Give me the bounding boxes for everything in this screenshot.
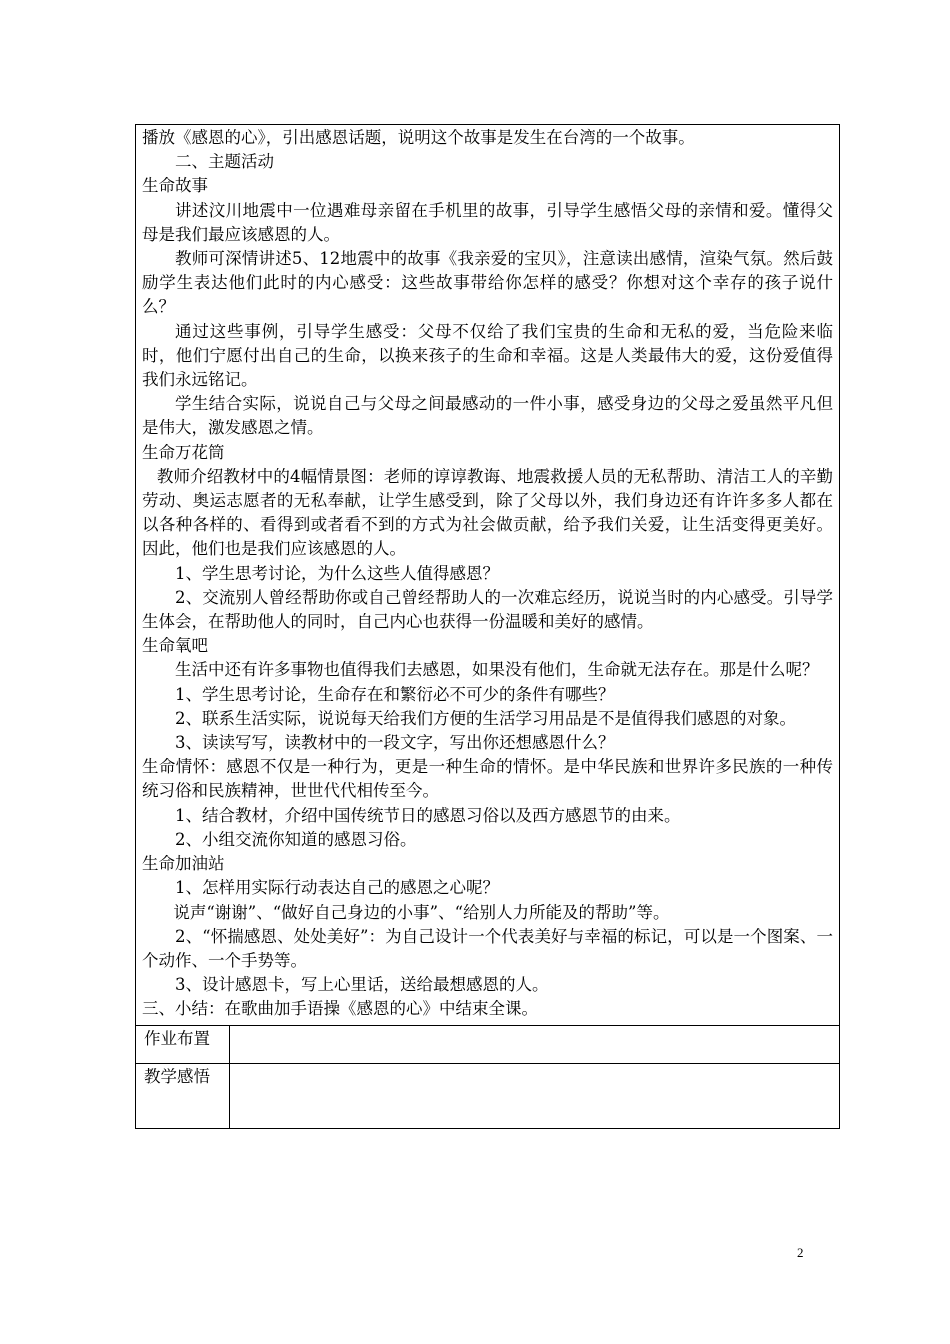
reflection-label: 教学感悟 <box>136 1064 230 1128</box>
lesson-paragraph: 生活中还有许多事物也值得我们去感恩，如果没有他们，生命就无法存在。那是什么呢？ <box>175 660 819 680</box>
lesson-paragraph: 播放《感恩的心》，引出感恩话题，说明这个故事是发生在台湾的一个故事。 <box>142 128 695 147</box>
lesson-table <box>135 124 840 1129</box>
page-number: 2 <box>797 1245 804 1260</box>
homework-row <box>136 1025 839 1063</box>
lesson-paragraph: 3、读读写写，读教材中的一段文字，写出你还想感恩什么？ <box>175 733 615 753</box>
lesson-content-cell <box>136 125 839 1025</box>
lesson-paragraph: 教师可深情讲述5、12地震中的故事《我亲爱的宝贝》，注意读出感情，渲染气氛。然后鼓励学生表达他们此时的内心感受：这些故事带给你怎样的感受？你想对这个幸存的孩子说什么？ <box>142 249 833 317</box>
lesson-paragraph: 2、“怀揣感恩、处处美好”：为自己设计一个代表美好与幸福的标记，可以是一个图案、一个动作、一个手势等。 <box>142 926 833 970</box>
lesson-paragraph: 讲述汶川地震中一位遇难母亲留在手机里的故事，引导学生感悟父母的亲情和爱。懂得父母是我们最应该感恩的人。 <box>142 200 833 244</box>
lesson-paragraph: 2、联系生活实际，说说每天给我们方便的生活学习用品是不是值得我们感恩的对象。 <box>175 708 796 728</box>
lesson-paragraph: 生命情怀：感恩不仅是一种行为，更是一种生命的情怀。是中华民族和世界许多民族的一种传统习俗和民族精神，世世代代相传至今。 <box>142 757 833 801</box>
homework-value <box>230 1026 839 1063</box>
lesson-paragraph: 教师介绍教材中的4幅情景图：老师的谆谆教诲、地震救援人员的无私帮助、清洁工人的辛勤劳动、奥运志愿者的无私奉献，让学生感受到，除了父母以外，我们身边还有许许多多人都在以各种各样的、看得到或者看不到的方式为社会做贡献，给予我们关爱，让生活变得更美好。因此，他们也是我们应该感恩的人。 <box>142 466 833 559</box>
lesson-paragraph: 三、小结：在歌曲加手语操《感恩的心》中结束全课。 <box>142 999 538 1019</box>
lesson-paragraph: 2、交流别人曾经帮助你或自己曾经帮助人的一次难忘经历，说说当时的内心感受。引导学生体会，在帮助他人的同时，自己内心也获得一份温暖和美好的感情。 <box>142 587 833 632</box>
lesson-paragraph: 2、小组交流你知道的感恩习俗。 <box>175 829 417 849</box>
lesson-paragraph: 说声“谢谢”、“做好自己身边的小事”、“给别人力所能及的帮助”等。 <box>173 902 670 922</box>
lesson-paragraph: 1、怎样用实际行动表达自己的感恩之心呢？ <box>175 878 499 898</box>
lesson-paragraph: 1、结合教材，介绍中国传统节日的感恩习俗以及西方感恩节的由来。 <box>175 805 681 825</box>
reflection-value <box>230 1064 839 1128</box>
lesson-paragraph: 学生结合实际，说说自己与父母之间最感动的一件小事，感受身边的父母之爱虽然平凡但是伟大，激发感恩之情。 <box>142 394 833 438</box>
lesson-paragraph: 生命万花筒 <box>142 442 225 462</box>
lesson-paragraph: 通过这些事例，引导学生感受：父母不仅给了我们宝贵的生命和无私的爱，当危险来临时，他们宁愿付出自己的生命，以换来孩子的生命和幸福。这是人类最伟大的爱，这份爱值得我们永远铭记。 <box>142 321 833 390</box>
lesson-paragraph: 生命氧吧 <box>142 636 208 656</box>
lesson-paragraph: 生命加油站 <box>142 854 225 874</box>
lesson-paragraph: 3、设计感恩卡，写上心里话，送给最想感恩的人。 <box>175 975 549 995</box>
reflection-row <box>136 1063 839 1128</box>
lesson-paragraph: 二、主题活动 <box>175 152 274 172</box>
lesson-paragraph: 生命故事 <box>142 176 208 196</box>
lesson-paragraph: 1、学生思考讨论，生命存在和繁衍必不可少的条件有哪些？ <box>175 684 615 704</box>
lesson-paragraph: 1、学生思考讨论，为什么这些人值得感恩？ <box>175 563 499 583</box>
homework-label: 作业布置 <box>136 1026 230 1063</box>
